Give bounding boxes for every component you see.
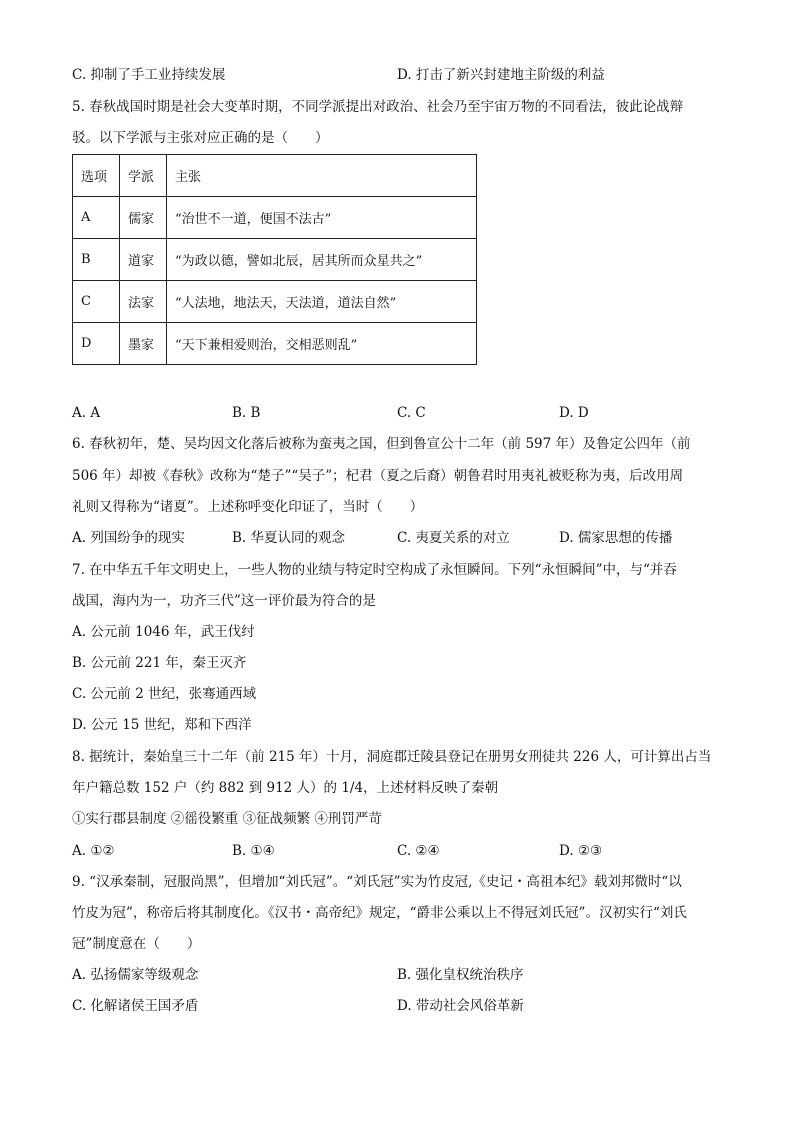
q9-option-b: B. 强化皇权统治秩序 [397,967,524,983]
table-cell: 道家 [120,239,167,281]
table-cell: “治世不一道，便国不法古” [167,197,477,239]
table-cell: 墨家 [120,323,167,365]
table-header-row [73,155,477,197]
table-header-cell: 选项 [73,155,120,197]
q5-options [72,404,732,422]
q6-option-a: A. 列国纷争的现实 [72,530,185,546]
q9-option-c: C. 化解诸侯王国矛盾 [72,998,199,1014]
q7-option-c: C. 公元前 2 世纪，张骞通西域 [72,686,257,702]
q6-stem-line1: 6. 春秋初年，楚、吴均因文化落后被称为蛮夷之国，但到鲁宣公十二年（前 597 年）及鲁定公四年（前 [72,436,691,452]
q9-option-a: A. 弘扬儒家等级观念 [72,967,199,983]
q5-option-b: B. B [232,405,261,421]
q8-option-b: B. ①④ [232,843,275,859]
q4-option-c: C. 抑制了手工业持续发展 [72,67,226,83]
q5-option-a: A. A [72,405,101,421]
table-row [73,281,477,323]
q5-stem-line2: 驳。以下学派与主张对应正确的是（ ） [72,130,329,146]
table-cell: A [73,197,120,239]
q6-option-b: B. 华夏认同的观念 [232,530,346,546]
table-cell: C [73,281,120,323]
q7-option-d: D. 公元 15 世纪，郑和下西洋 [72,717,252,733]
q9-options-row2 [72,997,732,1015]
q8-option-c: C. ②④ [397,843,440,859]
q4-option-d: D. 打击了新兴封建地主阶级的利益 [397,67,605,83]
q9-stem-line3: 冠”制度意在（ ） [72,936,201,952]
q7-option-b: B. 公元前 221 年，秦王灭齐 [72,655,247,671]
table-row [73,323,477,365]
q8-options [72,842,732,860]
q8-stem-line1: 8. 据统计，秦始皇三十二年（前 215 年）十月，洞庭郡迁陵县登记在册男女刑徒共 226 人，可计算出占当 [72,749,712,765]
q8-option-a: A. ①② [72,843,115,859]
table-header-cell: 学派 [120,155,167,197]
table-cell: “人法地，地法天，天法道，道法自然” [167,281,477,323]
table-row [73,239,477,281]
q6-option-d: D. 儒家思想的传播 [559,530,673,546]
q9-option-d: D. 带动社会风俗革新 [397,998,524,1014]
q6-stem-line2: 506 年）却被《春秋》改称为“楚子”“吴子”；杞君（夏之后裔）朝鲁君时用夷礼被贬称为夷，后改用周 [72,468,684,484]
table-cell: “为政以德，譬如北辰，居其所而众星共之” [167,239,477,281]
q7-option-a: A. 公元前 1046 年，武王伐纣 [72,624,255,640]
q5-table [72,154,477,365]
table-cell: B [73,239,120,281]
q5-stem-line1: 5. 春秋战国时期是社会大变革时期，不同学派提出对政治、社会乃至宇宙万物的不同看法，彼此论战辩 [72,99,684,115]
table-row [73,197,477,239]
table-cell: “天下兼相爱则治，交相恶则乱” [167,323,477,365]
q9-options-row1 [72,966,732,984]
q5-option-d: D. D [559,405,589,421]
q7-stem-line2: 战国，海内为一，功齐三代”这一评价最为符合的是 [72,593,376,609]
q5-option-c: C. C [397,405,426,421]
q7-stem-line1: 7. 在中华五千年文明史上，一些人物的业绩与特定时空构成了永恒瞬间。下列“永恒瞬间”中，与“并吞 [72,562,677,578]
q6-option-c: C. 夷夏关系的对立 [397,530,510,546]
q8-option-d: D. ②③ [559,843,603,859]
q6-stem-line3: 礼则又得称为“诸夏”。上述称呼变化印证了，当时（ ） [72,499,424,515]
q8-items: ①实行郡县制度 ②徭役繁重 ③征战频繁 ④刑罚严苛 [72,811,382,827]
q6-options [72,529,732,547]
q4-options [72,66,732,84]
table-header-cell: 主张 [167,155,477,197]
q9-stem-line2: 竹皮为冠”，称帝后将其制度化。《汉书・高帝纪》规定，“爵非公乘以上不得冠刘氏冠”。汉初实行“刘氏 [72,905,687,921]
table-cell: D [73,323,120,365]
table-cell: 法家 [120,281,167,323]
q9-stem-line1: 9. “汉承秦制，冠服尚黑”，但增加“刘氏冠”。“刘氏冠”实为竹皮冠,《史记・高祖本纪》载刘邦微时“以 [72,874,682,890]
table-cell: 儒家 [120,197,167,239]
q8-stem-line2: 年户籍总数 152 户（约 882 到 912 人）的 1/4，上述材料反映了秦朝 [72,780,499,796]
